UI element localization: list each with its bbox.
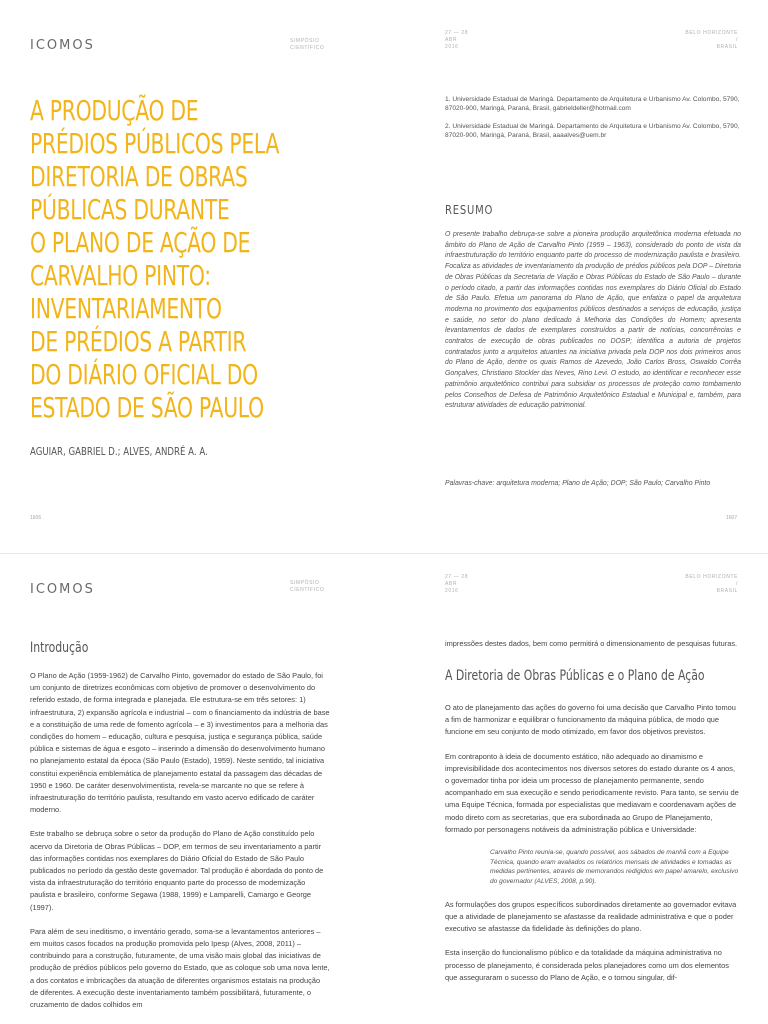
header-dates: 27 — 28 ABR 2016 [445, 30, 469, 50]
header-event: SIMPÓSIO CIENTÍFICO [290, 38, 325, 51]
right-paragraph-0: impressões destes dados, bem como permitirá o dimensionamento de pesquisas futuras. [445, 639, 738, 648]
affiliation-1: 1. Universidade Estadual de Maringá. Departamento de Arquitetura e Urbanismo Av. Colombo, 5790, 87020-900, Maringá, Paraná, Brasil, gabrieldeller@hotmail.com [445, 96, 740, 113]
authors: AGUIAR, GABRIEL D.; ALVES, ANDRÉ A. A. [30, 445, 208, 458]
paper-title: A PRODUÇÃO DE PRÉDIOS PÚBLICOS PELA DIRETORIA DE OBRAS PÚBLICAS DURANTE O PLANO DE AÇÃO DE CARVALHO PINTO: INVENTARIAMENTO DE PRÉDIOS A PARTIR DO DIÁRIO OFICIAL DO ESTADO DE SÃO PAULO [30, 95, 280, 424]
intro-paragraph-2: Este trabalho se debruça sobre o setor da produção do Plano de Ação constituído pelo acervo da Diretoria de Obras Públicas – DOP, em termos de seu inventariamento a partir das informações contidas nos exemplares do Diário Oficial do Estado de São Paulo publicados no período da gestão deste governador. Tal produção é abordada do ponto de vista da infraestruturação do território enquanto parte do processo de modernização paulista e brasileiro, conforme Segawa (1988, 1999) e Lamparelli, Camargo e George (1997). [30, 829, 324, 912]
keywords: Palavras-chave: arquitetura moderna; Plano de Ação; DOP; São Paulo; Carvalho Pinto [445, 480, 711, 487]
resumo-heading: RESUMO [445, 202, 494, 217]
right-paragraph-3: As formulações dos grupos específicos subordinados diretamente ao governador evitava que a atividade de planejamento se afastasse da realidade administrativa e que o poder executivo se afastasse da fidelidade às definições do plano. [445, 899, 737, 934]
page-number-right: 1607 [726, 515, 738, 521]
intro-paragraph-1: O Plano de Ação (1959-1962) de Carvalho Pinto, governador do estado de São Paulo, foi um conjunto de diretrizes econômicas com objetivo de promover o desenvolvimento do referido estado, de forma integrada e planejada. Ele estrutura-se em três setores: 1) infraestrutura, 2) expansão agrícola e industrial – com o financiamento da indústria de base e a constituição de uma rede de fomento agrícola – e 3) investimentos para a melhoria das condições do homem – educação, cultura e pesquisa, justiça e segurança pública, saúde pública e sistemas de água e esgoto – inserindo a dimensão do desenvolvimento humano no planejamento estatal da época (São Paulo (Estado), 1959). Neste sentido, tal iniciativa constitui experiência emblemática de planejamento estatal da passagem das décadas de 1950 e 1960. De caráter desenvolvimentista, revela-se marcante no que se refere à infraestruturação do território paulista, resultando em vasto acervo edificado de caráter moderno. [30, 671, 330, 815]
header-location: BELO HORIZONTE / BRASIL [685, 30, 738, 50]
header-event-2: SIMPÓSIO CIENTÍFICO [290, 580, 325, 593]
block-quote: Carvalho Pinto reunia-se, quando possível, aos sábados de manhã com a Equipe Técnica, quando eram avaliados os relatórios mensais de atividades e tomadas as medidas pertinentes, através de memorandos redigidos em papel amarelo, exclusivo do governador (ALVES, 2008, p.90). [490, 849, 739, 886]
page-number-left: 1606 [30, 515, 42, 521]
affiliations [445, 95, 745, 148]
intro-column [30, 670, 330, 1023]
header-dates-2: 27 — 28 ABR 2016 [445, 574, 469, 594]
header-location-2: BELO HORIZONTE / BRASIL [685, 574, 738, 594]
right-paragraph-1: O ato de planejamento das ações do governo foi uma decisão que Carvalho Pinto tomou a fim de harmonizar e equilibrar o funcionamento da máquina pública, de modo que funcione em seu conjunto de modo otimizado, em favor dos objetivos previstos. [445, 703, 736, 737]
icomos-logo: ICOMOS [30, 38, 95, 53]
right-column [445, 702, 741, 996]
right-paragraph-2: Em contraponto à ideia de documento estático, não adequado ao dinamismo e imprevisibilidade dos acontecimentos nos diversos setores do estado durante os 4 anos, o governador tinha por ideia um processo de planejamento permanente, sendo acompanhado em sua execução e sendo periodicamente revisto. Para tanto, se serviu de uma Equipe Técnica, formada por especialistas que mediavam e coordenavam ações de modo direto com as secretarias, que era subordinada ao Grupo de Planejamento, formado por personagens notáveis da administração pública e Universidade: [445, 751, 739, 834]
intro-heading: Introdução [30, 640, 89, 656]
right-paragraph-4: Esta inserção do funcionalismo público e da totalidade da máquina administrativa no processo de planejamento, é considerada pelos planejadores como um dos elementos que asseguraram o sucesso do Plano de Ação, e o tornou singular, dif- [445, 948, 729, 982]
affiliation-2: 2. Universidade Estadual de Maringá. Departamento de Arquitetura e Urbanismo Av. Colombo, 5790, 87020-900, Maringá, Paraná, Brasil, aaaalves@uem.br [445, 122, 740, 139]
intro-paragraph-3: Para além de seu ineditismo, o inventário gerado, soma-se a levantamentos anteriores – em muitos casos focados na produção promovida pelo Ipesp (Alves, 2008, 2011) – contribuindo para a construção, futuramente, de uma visão mais global das iniciativas de produção de prédios públicos pelo governo do Estado, que as coloque sob uma nova lente, a dos contatos e imbricações da atuação de diferentes organismos estatais na produção de diferentes. A execução deste inventariamento também possibilitará, futuramente, o cruzamento de dados colhidos em [30, 926, 330, 1010]
section2-heading: A Diretoria de Obras Públicas e o Plano de Ação [445, 668, 705, 684]
right-column-top [445, 638, 741, 650]
icomos-logo-2: ICOMOS [30, 582, 95, 597]
page-divider [0, 553, 768, 554]
resumo-text: O presente trabalho debruça-se sobre a pioneira produção arquitetônica moderna efetuada no âmbito do Plano de Ação de Carvalho Pinto (1959 – 1963), considerado do ponto de vista da infraestruturação do território enquanto parte do processo de modernização paulista e brasileiro. Focaliza as atividades de inventariamento da produção de prédios públicos pela DOP – Diretoria de Obras Públicas da Secretaria de Viação e Obras Públicas do Estado de São Paulo – durante o período citado, a partir das informações contidas nos exemplares do Diário Oficial do Estado de São Paulo. Efetua um panorama do Plano de Ação, que enfatiza o papel da arquitetura moderna no provimento dos equipamentos públicos destinados a serviços de educação, justiça e saúde, no setor do plano dedicado à Melhoria das Condições do Homem; apresenta levantamentos de dados de exemplares construídos a partir de notícias, concorrências e contratos de execução de obras publicados no DOSP; identifica a autoria de projetos contratados junto a arquitetos atuantes na iniciativa privada pela DOP nos dois primeiros anos do Plano de Ação, dentre os quais Ramos de Azevedo, João Carlos Bross, Oswaldo Corrêa Gonçalves, Christiano Stockler das Neves, Rino Levi. O estudo, ao identificar e reconhecer esse patrimônio arquitetônico contribui para subsidiar os processos de proteção como tombamento pelos Conselhos de Defesa de Patrimônio Arquitetônico Estadual e Municipal e, também, para estruturar atividades de educação patrimonial. [445, 231, 741, 410]
